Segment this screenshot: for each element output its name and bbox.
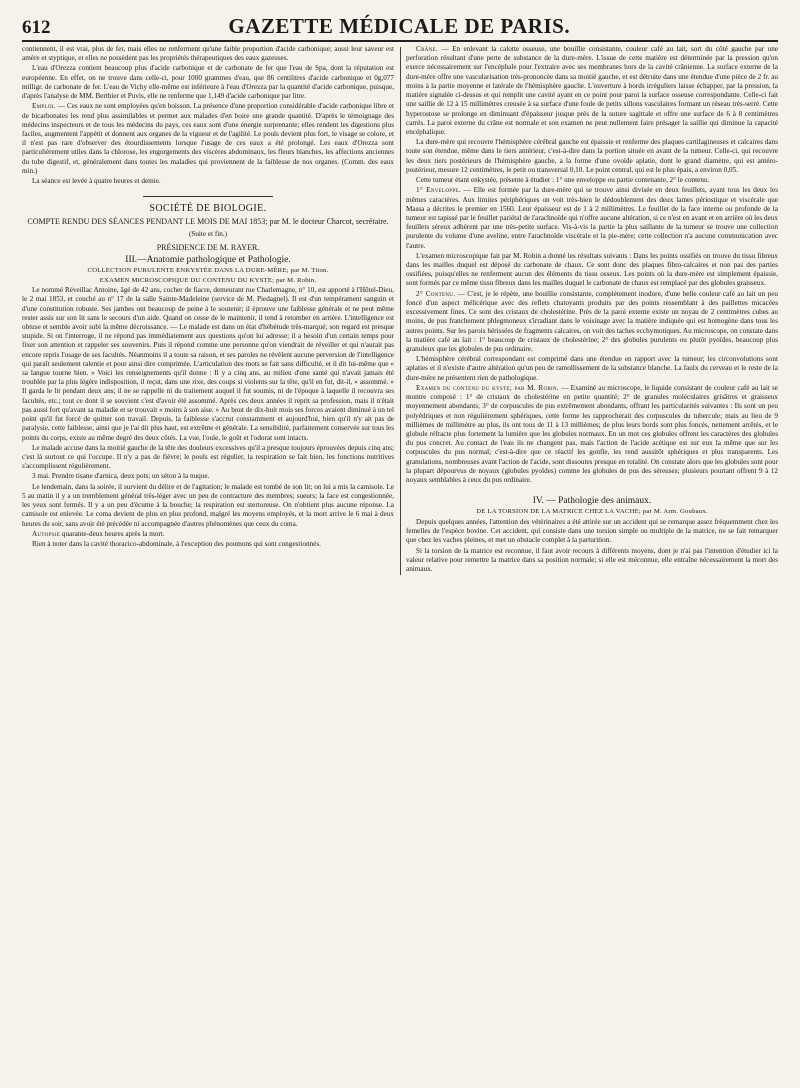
left-column [22,45,394,575]
presidence-heading: PRÉSIDENCE DE M. RAYER. [156,242,260,252]
article-title: DE LA TORSION DE LA MATRICE CHEZ LA VACHE; par M. Arm. Goubaux. [476,508,708,516]
lead-in: 2° Contenu. [416,289,456,298]
separator-rule [143,196,273,197]
paragraph: Le nommé Réveillac Antoine, âgé de 42 ans, cocher de fiacre, demeurant rue Charlemagne, n° 10, est apporté à l'Hôtel-Dieu, le 2 mai 1853, et couché au n° 17 de la salle Sainte-Madeleine (service de M. Piedagnel). Il est d'un tempérament sanguin et d'une constitution robuste. Ses jambes ont beaucoup de peine à le soutenir; il éprouve une faiblesse générale et ne peut même rester assis sur son lit sans le secours d'un aide. Quand on cesse de le maintenir, il tend à retomber en arrière. L'intelligence est obtuse et semble avoir subi la même décroissance. — Le malade est dans un état d'hébétude très-marqué; son regard est presque stupide. Si on l'interroge, il ne répond pas immédiatement aux questions qu'on lui adresse; il a besoin d'un certain temps pour fixer son attention et rappeler ses souvenirs. Puis il répond comme une personne qu'on viendrait de réveiller et qui n'aurait pas encore repris l'usage de ses facultés. Néanmoins il a toute sa raison, et ses paroles ne révèlent aucune perversion de l'intelligence qui paraît seulement ralentie et pour ainsi dire comprimée. L'articulation des mots se fait sans difficulté, et il dit lui-même que « sa langue tourne bien. » Voici les renseignements qu'il donne : Il y a cinq ans, au milieu d'une santé qui n'avait jamais été troublée par la plus légère indisposition, il reçut, dans une rixe, des coups si violents sur la tête, qu'il en fut, dit-il, « assommé. » Il garda le lit pendant deux ans; il ne se rappelle ni du traitement auquel il fut soumis, ni de l'époque à laquelle il recouvra ses facultés, etc.; tout ce dont il se souvient c'est d'avoir été assommé. Après ces deux années il reprit sa profession, mais il n'était pas aussi fort qu'avant sa maladie et se trouvait « moins à son aise. » Au bout de dix-huit mois ses forces avaient diminué à un tel point qu'il fut forcé de quitter son travail. Depuis, la faiblesse s'accrut constamment et aujourd'hui, bien qu'il n'y ait pas de paralysie, cette faiblesse, ainsi que je l'ai dit plus haut, est extrême et générale. La sensibilité, parfaitement conservée sur tous les points du corps, existe au même degré des deux côtés. La vue, l'ouïe, le goût et l'odorat sont intacts. [22,286,394,442]
paragraph: 3 mai. Prendre tisane d'arnica, deux pots; un séton à la nuque. [32,472,210,481]
paragraph: contiennent, il est vrai, plus de fer, mais elles ne renferment qu'une faible proportion d'acide carbonique; aussi leur saveur est amère et styptique, et elles ne possèdent pas les propriétés thérapeutiques des eaux gazeuses. [22,45,394,63]
suite-note: (Suite et fin.) [188,230,228,239]
paragraph: Le malade accuse dans la moitié gauche de la tête des douleurs excessives qu'il a presque toujours éprouvées depuis cinq ans; c'est là surtout ce qui l'occupe. Il n'y a pas de fièvre; le pouls est régulier, la respiration se fait bien, les fonctions nutritives s'accomplissent régulièrement. [22,443,394,471]
paragraph: 1° Enveloppe. — Elle est formée par la dure-mère qui se trouve ainsi divisée en deux feuillets, ayant tous les deux les mêmes caractères. Aux limites périphériques on voit très-bien le dédoublement des deux lames périostique et viscérale que Massa a décrites le premier en 1560. Leur épaisseur est de 1 à 2 millimètres. Le feuillet de la face interne ou profonde de la tumeur est tapissé par le feuillet pariétal de l'arachnoïde qui n'offre aucune altération, si ce n'est en avant et en arrière où les deux feuillets séreux adhèrent par une très-petite surface. Vis-à-vis la partie la plus saillante de la tumeur se trouve une collection purulente du volume d'une aveline, entre l'arachnoïde viscérale et la pie-mère; cette collection n'a aucune communication avec l'autre. [406,186,778,250]
lead-in: Crâne. [416,45,439,53]
section-heading: IV. — Pathologie des animaux. [532,496,652,507]
paragraph: L'examen microscopique fait par M. Robin a donné les résultats suivants : Dans les points ossifiés on trouve du tissu fibreux dans les mailles duquel est déposé du carbonate de chaux. Ce sont donc des plaques fibro-calcaires et non pas des parties ossifiées, puisqu'elles ne renferment aucun des éléments du tissu osseux. Les points où la dure-mère est simplement épaissie, sont formés par ce même tissu fibreux dans les mailles duquel le carbonate de chaux est remplacé par des globules graisseux. [406,251,778,288]
article-title: COLLECTION PURULENTE ENKYSTÉE DANS LA DURE-MÈRE; par M. Titon. [87,266,329,274]
column-divider [400,47,401,575]
paragraph: 2° Contenu. — C'est, je le répète, une bouillie consistante, complétement inodore, d'une belle couleur café au lait un peu foncé d'un aspect mélicérique avec des reflets chatoyants produits par des points ressemblant à des paillettes micacées excessivement fines. Ce sont des cristaux de cholestérine. Près de la paroi externe existe un noyau de 2 centimètres cubes au moins, de pus franchement phlegmoneux s'irradiant dans le voisinage avec la matière indiquée qui est homogène dans tous les autres points. Sur les parois hérissées de fragments calcaires, on voit des taches ecchymotiques. Au microscope, on constate dans la matière café au lait : 1° beaucoup de cristaux de cholestérine; 2° des globules purulents ou plutôt pyoïdes, beaucoup plus granuleux que les globules de pus ordinaire. [406,289,778,353]
society-heading: SOCIÉTÉ DE BIOLOGIE. [149,203,267,215]
paragraph: Crâne. — En enlevant la calotte osseuse, une bouillie consistante, couleur café au lait, sort du côté gauche par une perforation résultant d'une perte de substance de la dure-mère. L'issue de cette matière est déterminée par la pression qu'on exerce nécessairement sur l'encéphale pour l'extraire avec ses membranes hors de la cavité crânienne. La surface externe de la dure-mère offre une vascularisation très-prononcée dans sa moitié gauche, et est détruite dans une étendue d'une pièce de 2 fr. au moins à la partie moyenne et latérale de l'hémisphère gauche. L'ouverture à bords irréguliers laisse échapper, par la pression, la matière signalée ci-dessus et qui remplit une cavité ayant en ce point pour paroi la surface osseuse correspondante. Celle-ci fait une saillie de 12 à 15 millimètres creusée à sa surface d'une foule de petits sillons vasculaires formant un réseau très-serré. Cette hyperostose se prolonge en diminuant d'épaisseur jusque près de la suture sagittale et offre une surface de 6 à 8 centimètres carrés. La paroi externe du crâne est normale et son examen ne peut nullement faire présager la saillie qui diminue la capacité encéphalique. [406,45,778,136]
paragraph: Emploi. — Ces eaux ne sont employées qu'en boisson. La présence d'une proportion considérable d'acide carbonique libre et de bicarbonates les rend plus assimilables et permet aux malades d'en boire une grande quantité. D'après le témoignage des médecins inspecteurs et de tous les médecins du pays, ces eaux sont d'une énergie surprenante; elles rendent les digestions plus faciles, augmentent l'appétit et donnent aux organes de la vigueur et de l'agilité. Le pouls devient plus fort, le visage se colore, et il n'est pas rare d'observer des étourdissements lorsque l'usage de ces eaux a été prolongé. Les eaux d'Orezza sont particulièrement utiles dans la chlorose, les engorgements des viscères abdominaux, les fleurs blanches, les affections anciennes du tube digestif, et, généralement dans toutes les maladies qui proviennent de la faiblesse de nos organes. (Comm. des eaux min.) [22,102,394,175]
right-column [406,45,778,575]
paragraph: Autopsie quarante-deux heures après la mort. [32,529,165,538]
article-subtitle: EXAMEN MICROSCOPIQUE DU CONTENU DU KYSTE; par M. Robin. [99,276,317,284]
paragraph: Cette tumeur étant enkystée, présente à étudier : 1° une enveloppe ou partie contenante, 2° le contenu. [416,176,710,185]
lead-in: Autopsie [32,529,61,538]
page-number: 612 [22,17,51,38]
journal-title: GAZETTE MÉDICALE DE PARIS. [228,14,571,38]
paragraph: Le lendemain, dans la soirée, il survient du délire et de l'agitation; le malade est tombé de son lit; on lui a mis la camisole. Le 5 au matin il y a un tremblement général très-léger avec un peu de contracture des membres; sueurs; la face est congestionnée, les yeux sont fermés. Il y a un peu d'écume à la bouche; la respiration est stertoreuse. On n'obtient plus aucune réponse. La camisole est enlevée. Le coma devient de plus en plus profond, malgré les moyens employés, et la mort arrive le 6 mai à deux heures du soir, sans avoir été précédée ni accompagnée d'autres phénomènes que ceux du coma. [22,482,394,528]
paragraph: Depuis quelques années, l'attention des vétérinaires a été attirée sur un accident qui se remarque assez fréquemment chez les femelles de l'espèce bovine. Cet accident, qui consiste dans une torsion simple ou multiple de la matrice, ne se fait remarquer que chez les vaches pleines, et met un obstacle complet à la parturition. [406,518,778,545]
paragraph: L'hémisphère cérébral correspondant est comprimé dans une étendue en rapport avec la tumeur; les circonvolutions sont aplaties et il n'existe d'autre altération qu'un peu de ramollissement de la substance blanche. La faulx du cerveau et le reste de la dure-mère ne présentent rien de pathologique. [406,355,778,382]
text-columns [22,45,778,575]
paragraph: La dure-mère qui recouvre l'hémisphère cérébral gauche est épaissie et renferme des plaques cartilagineuses et calcaires dans toute son étendue, même dans le tiers antérieur, c'est-à-dire dans la portion située en avant de la tumeur. Celle-ci, qui recouvre les deux tiers postérieurs de l'hémisphère gauche, a la forme d'une ovoïde aplatie, dont le grand diamètre, qui est antéro-postérieur, mesure 12 centimètres, le petit ou transversal 0,10. Le point central, qui est le plus épais, a environ 0,05. [406,138,778,174]
paragraph: Examen du contenu du kyste; par M. Robin. — Examiné au microscope, le liquide consistant de couleur café au lait se montre composé : 1° de cristaux de cholestérine en petite quantité; 2° de granules moléculaires grisâtres et graisseux moyennement abondants; 3° de corpuscules de pus extrêmement abondants, offrant les particularités suivantes : Ils sont un peu polyédriques et non régulièrement sphériques, cette forme les rapprocherait des corpuscules du tubercule; mais au lieu de 9 millièmes de millimètre au plus, ils ont tous de 11 à 13 millièmes; de plus leurs bords sont plus foncés, nettement arrêtés, et le globule réfracte plus fortement la lumière que les globules normaux. En un mot ces globules offrent les caractères des globules du pus concret. Au contact de l'eau ils ne changent pas, mais l'action de l'acide acétique est sur eux la même que sur les corpuscules du pus normal; c'est-à-dire que ce réactif les gonfle, les rend aussitôt sphériques et plus transparents. Les granulations, nombreuses avant l'action de l'acide, sont dissoutes presque en totalité. On constate alors que les globules sont pour la plupart dépourvus de noyaux (globules pyoïdes) comme les globules de pus des séreuses; plusieurs pourtant offrent 9 à 12 noyaux semblables à ceux du pus ordinaire. [406,383,778,485]
lead-in: Emploi. [32,102,56,111]
lead-in: Examen du contenu du kyste; par M. Robin. [416,383,560,392]
lead-in: 1° Enveloppe. [416,186,461,195]
paragraph: La séance est levée à quatre heures et demie. [32,177,161,186]
section-heading: III.—Anatomie pathologique et Pathologie. [125,254,291,265]
page-header [22,14,778,42]
paragraph: Rien à noter dans la cavité thoracico-abdominale, à l'exception des poumons qui sont congestionnés. [32,539,321,548]
report-heading: COMPTE RENDU DES SÉANCES PENDANT LE MOIS DE MAI 1853; par M. le docteur Charcot, secrétaire. [27,217,389,227]
paragraph: Si la torsion de la matrice est reconnue, il faut avoir recours à différents moyens, dont je n'ai pas l'intention d'étudier ici la valeur relative pour remettre la matrice dans sa position normale; si elle est méconnue, elle entraîne nécessairement la mort des animaux. [406,546,778,574]
paragraph: L'eau d'Orezza contient beaucoup plus d'acide carbonique et de carbonate de fer que l'eau de Spa, dont la réputation est européenne. En effet, on ne trouve dans celle-ci, pour 1000 grammes d'eau, que 86 centilitres d'acide carbonique et 0g,077 milligr. de carbonate de fer. L'eau de Vichy elle-même est inférieure à l'eau d'Orezza par la quantité d'acide carbonique, puisque, d'après l'analyse de MM. Berthier et Puvis, elle ne renferme que 1,149 d'acide carbonique par litre. [22,64,394,101]
